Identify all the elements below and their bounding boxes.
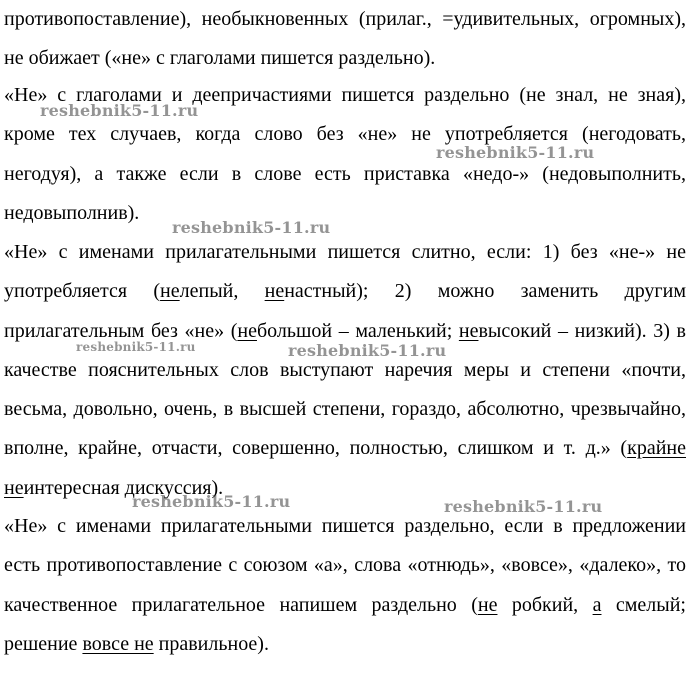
underlined-prefix: не <box>237 319 257 342</box>
underlined-prefix: не <box>160 280 180 303</box>
watermark: reshebnik5-11.ru <box>172 218 331 237</box>
paragraph-4-text: «Не» с именами прилагательными пишется раздельно, если в предложении есть противопоставление с союзом «а», слова «отнюдь», «вовсе», «далеко», то качественное прилагательное напишем раздельно ( <box>4 515 686 616</box>
watermark: reshebnik5-11.ru <box>444 497 603 516</box>
underlined-prefix: не <box>4 476 24 499</box>
paragraph-4 <box>4 507 686 664</box>
underlined-adverb: крайне <box>627 437 686 460</box>
paragraph-2: «Не» с глаголами и деепричастиями пишется раздельно (не знал, не зная), кроме тех случаев, когда слово без «не» не употребляется (негодовать, негодуя), а также если в слове есть приставка «недо-» (недовыполнить, недовыполнив). <box>4 84 686 224</box>
watermark: reshebnik5-11.ru <box>132 492 291 511</box>
underlined-particle: не <box>477 593 498 616</box>
paragraph-3 <box>4 233 686 508</box>
paragraph-3-text: большой – маленький; <box>256 319 459 342</box>
paragraph-4-text: робкий, <box>497 593 593 616</box>
paragraph-4-text: правильное). <box>153 632 269 655</box>
paragraph-3-text: «Не» с именами прилагательными пишется слитно, если: 1) без «не-» не употребляется ( <box>4 241 686 303</box>
paragraph-3-text: лепый, <box>179 280 265 303</box>
paragraph-4-text: смелый; решение <box>4 593 686 655</box>
underlined-prefix: не <box>264 280 285 303</box>
paragraph-1: противопоставление), необыкновенных (прилаг., =удивительных, огромных), не обижает («не» с глаголами пишется раздельно). <box>4 8 686 70</box>
watermark: reshebnik5-11.ru <box>40 101 199 120</box>
paragraph-3-text: настный); 2) можно заменить другим прилагательным без «не» ( <box>4 280 686 342</box>
paragraph-3-text: интересная дискуссия). <box>23 476 224 499</box>
underlined-phrase: вовсе не <box>82 632 154 655</box>
watermark: reshebnik5-11.ru <box>436 143 595 162</box>
underlined-prefix: не <box>458 319 479 342</box>
watermark: reshebnik5-11.ru <box>76 340 196 354</box>
paragraph-3-text: высокий – низкий). 3) в качестве пояснительных слов выступают наречия меры и степени «почти, весьма, довольно, очень, в высшей степени, гораздо, абсолютно, чрезвычайно, вполне, крайне, отчасти, совершенно, полностью, слишком и т. д.» ( <box>4 319 687 460</box>
underlined-conjunction: а <box>592 593 602 616</box>
watermark: reshebnik5-11.ru <box>288 341 447 360</box>
